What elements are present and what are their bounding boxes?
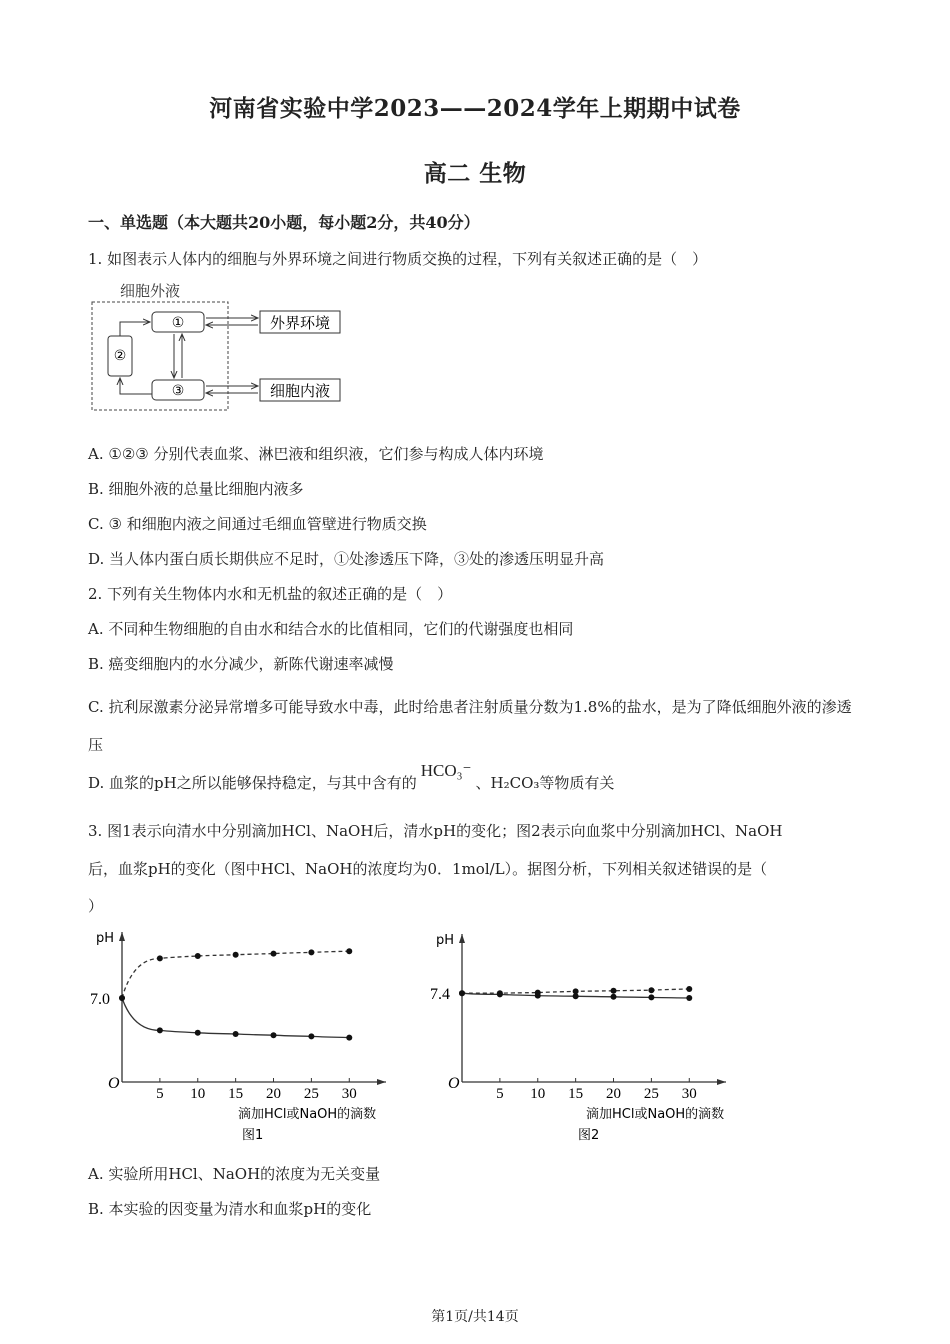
data-point-hcl [648, 994, 654, 1000]
figure-1-chart [88, 922, 408, 1147]
exam-subtitle: 高二 生物 [423, 160, 527, 187]
box-2-label: ② [113, 348, 127, 364]
data-point-hcl [195, 1030, 201, 1036]
hco3-formula: HCO₃⁻ [420, 761, 472, 780]
box-3-label: ③ [171, 383, 185, 399]
q1-option-a: A. ①②③ 分别代表血浆、淋巴液和组织液，它们参与构成人体内环境 [88, 445, 544, 463]
data-point-naoh [157, 955, 163, 961]
data-point-naoh [346, 948, 352, 954]
data-point-hcl [233, 1031, 239, 1037]
x-axis-label: 滴加HCl或NaOH的滴数 [586, 1107, 725, 1122]
page-footer: 第1页/共14页 [431, 1309, 519, 1325]
data-point-hcl [119, 995, 125, 1001]
x-tick-label: 30 [341, 1086, 357, 1102]
section-heading: 一、单选题（本大题共20小题，每小题2分，共40分） [88, 213, 480, 232]
data-point-hcl [459, 990, 465, 996]
outer-env-label: 外界环境 [269, 314, 331, 332]
q2-stem: 2. 下列有关生物体内水和无机盐的叙述正确的是（ ） [88, 585, 453, 603]
q2-option-d-pre: D. 血浆的pH之所以能够保持稳定，与其中含有的 [88, 774, 417, 792]
x-tick-label: 5 [496, 1086, 504, 1102]
q2-option-c: C. 抗利尿激素分泌异常增多可能导致水中毒，此时给患者注射质量分数为1.8%的盐水，是为了降低细胞外液的渗透压 [88, 698, 852, 754]
data-point-naoh [611, 988, 617, 994]
data-point-hcl [535, 993, 541, 999]
origin-label: O [448, 1075, 460, 1092]
data-point-hcl [157, 1027, 163, 1033]
data-point-hcl [271, 1032, 277, 1038]
x-tick-label: 20 [606, 1086, 622, 1102]
series-line-naoh [122, 951, 349, 998]
data-point-hcl [308, 1033, 314, 1039]
q3-option-b: B. 本实验的因变量为清水和血浆pH的变化 [88, 1200, 372, 1218]
y-axis-label: pH [96, 931, 115, 946]
x-tick-label: 10 [530, 1086, 546, 1102]
x-axis-arrow [377, 1079, 386, 1085]
x-tick-label: 15 [228, 1086, 244, 1102]
q2-option-a: A. 不同种生物细胞的自由水和结合水的比值相同，它们的代谢强度也相同 [88, 620, 574, 638]
figure-caption: 图2 [578, 1128, 600, 1143]
exam-title: 河南省实验中学2023——2024学年上期期中试卷 [209, 95, 741, 122]
intracellular-label: 细胞内液 [269, 382, 331, 400]
diagram-frame-label: 细胞外液 [120, 282, 181, 300]
x-tick-label: 10 [190, 1086, 206, 1102]
x-axis-arrow [717, 1079, 726, 1085]
data-point-naoh [308, 949, 314, 955]
arrow-2-to-1 [120, 322, 150, 336]
y-axis-arrow [119, 932, 125, 941]
q1-option-b: B. 细胞外液的总量比细胞内液多 [88, 480, 304, 498]
x-tick-label: 30 [681, 1086, 697, 1102]
data-point-hcl [611, 994, 617, 1000]
y-tick-label: 7.0 [90, 991, 110, 1008]
box-1-label: ① [171, 315, 185, 331]
q1-stem: 1. 如图表示人体内的细胞与外界环境之间进行物质交换的过程，下列有关叙述正确的是（ ） [88, 250, 708, 268]
x-axis-label: 滴加HCl或NaOH的滴数 [238, 1107, 377, 1122]
y-axis-arrow [459, 934, 465, 943]
x-tick-label: 25 [303, 1086, 319, 1102]
q1-option-c: C. ③ 和细胞内液之间通过毛细血管壁进行物质交换 [88, 515, 427, 533]
data-point-naoh [195, 953, 201, 959]
q3-stem-line3: ） [88, 897, 104, 915]
q2-option-b: B. 癌变细胞内的水分减少，新陈代谢速率减慢 [88, 655, 394, 673]
q2-option-d [88, 761, 615, 793]
origin-label: O [108, 1075, 120, 1092]
data-point-naoh [648, 987, 654, 993]
x-tick-label: 5 [156, 1086, 164, 1102]
q3-option-a: A. 实验所用HCl、NaOH的浓度为无关变量 [88, 1165, 381, 1183]
data-point-hcl [686, 995, 692, 1001]
q1-diagram [88, 278, 353, 413]
data-point-hcl [346, 1035, 352, 1041]
data-point-naoh [271, 951, 277, 957]
data-point-hcl [573, 993, 579, 999]
q2-option-d-post: 、H₂CO₃等物质有关 [475, 774, 615, 792]
data-point-hcl [497, 991, 503, 997]
y-tick-label: 7.4 [430, 986, 450, 1004]
figure-caption: 图1 [242, 1128, 264, 1143]
data-point-naoh [233, 952, 239, 958]
x-tick-label: 15 [568, 1086, 584, 1102]
q3-stem-line1: 3. 图1表示向清水中分别滴加HCl、NaOH后，清水pH的变化；图2表示向血浆中分别滴加HCl、NaOH [88, 822, 783, 840]
y-axis-label: pH [436, 933, 455, 948]
arrow-3-to-2 [120, 378, 152, 394]
figure-2-chart [428, 922, 758, 1147]
x-tick-label: 25 [643, 1086, 659, 1102]
data-point-naoh [686, 986, 692, 992]
x-tick-label: 20 [266, 1086, 282, 1102]
q3-stem-line2: 后，血浆pH的变化（图中HCl、NaOH的浓度均为0．1mol/L）。据图分析，下列相关叙述错误的是（ [88, 860, 768, 878]
q1-option-d: D. 当人体内蛋白质长期供应不足时，①处渗透压下降，③处的渗透压明显升高 [88, 550, 605, 568]
